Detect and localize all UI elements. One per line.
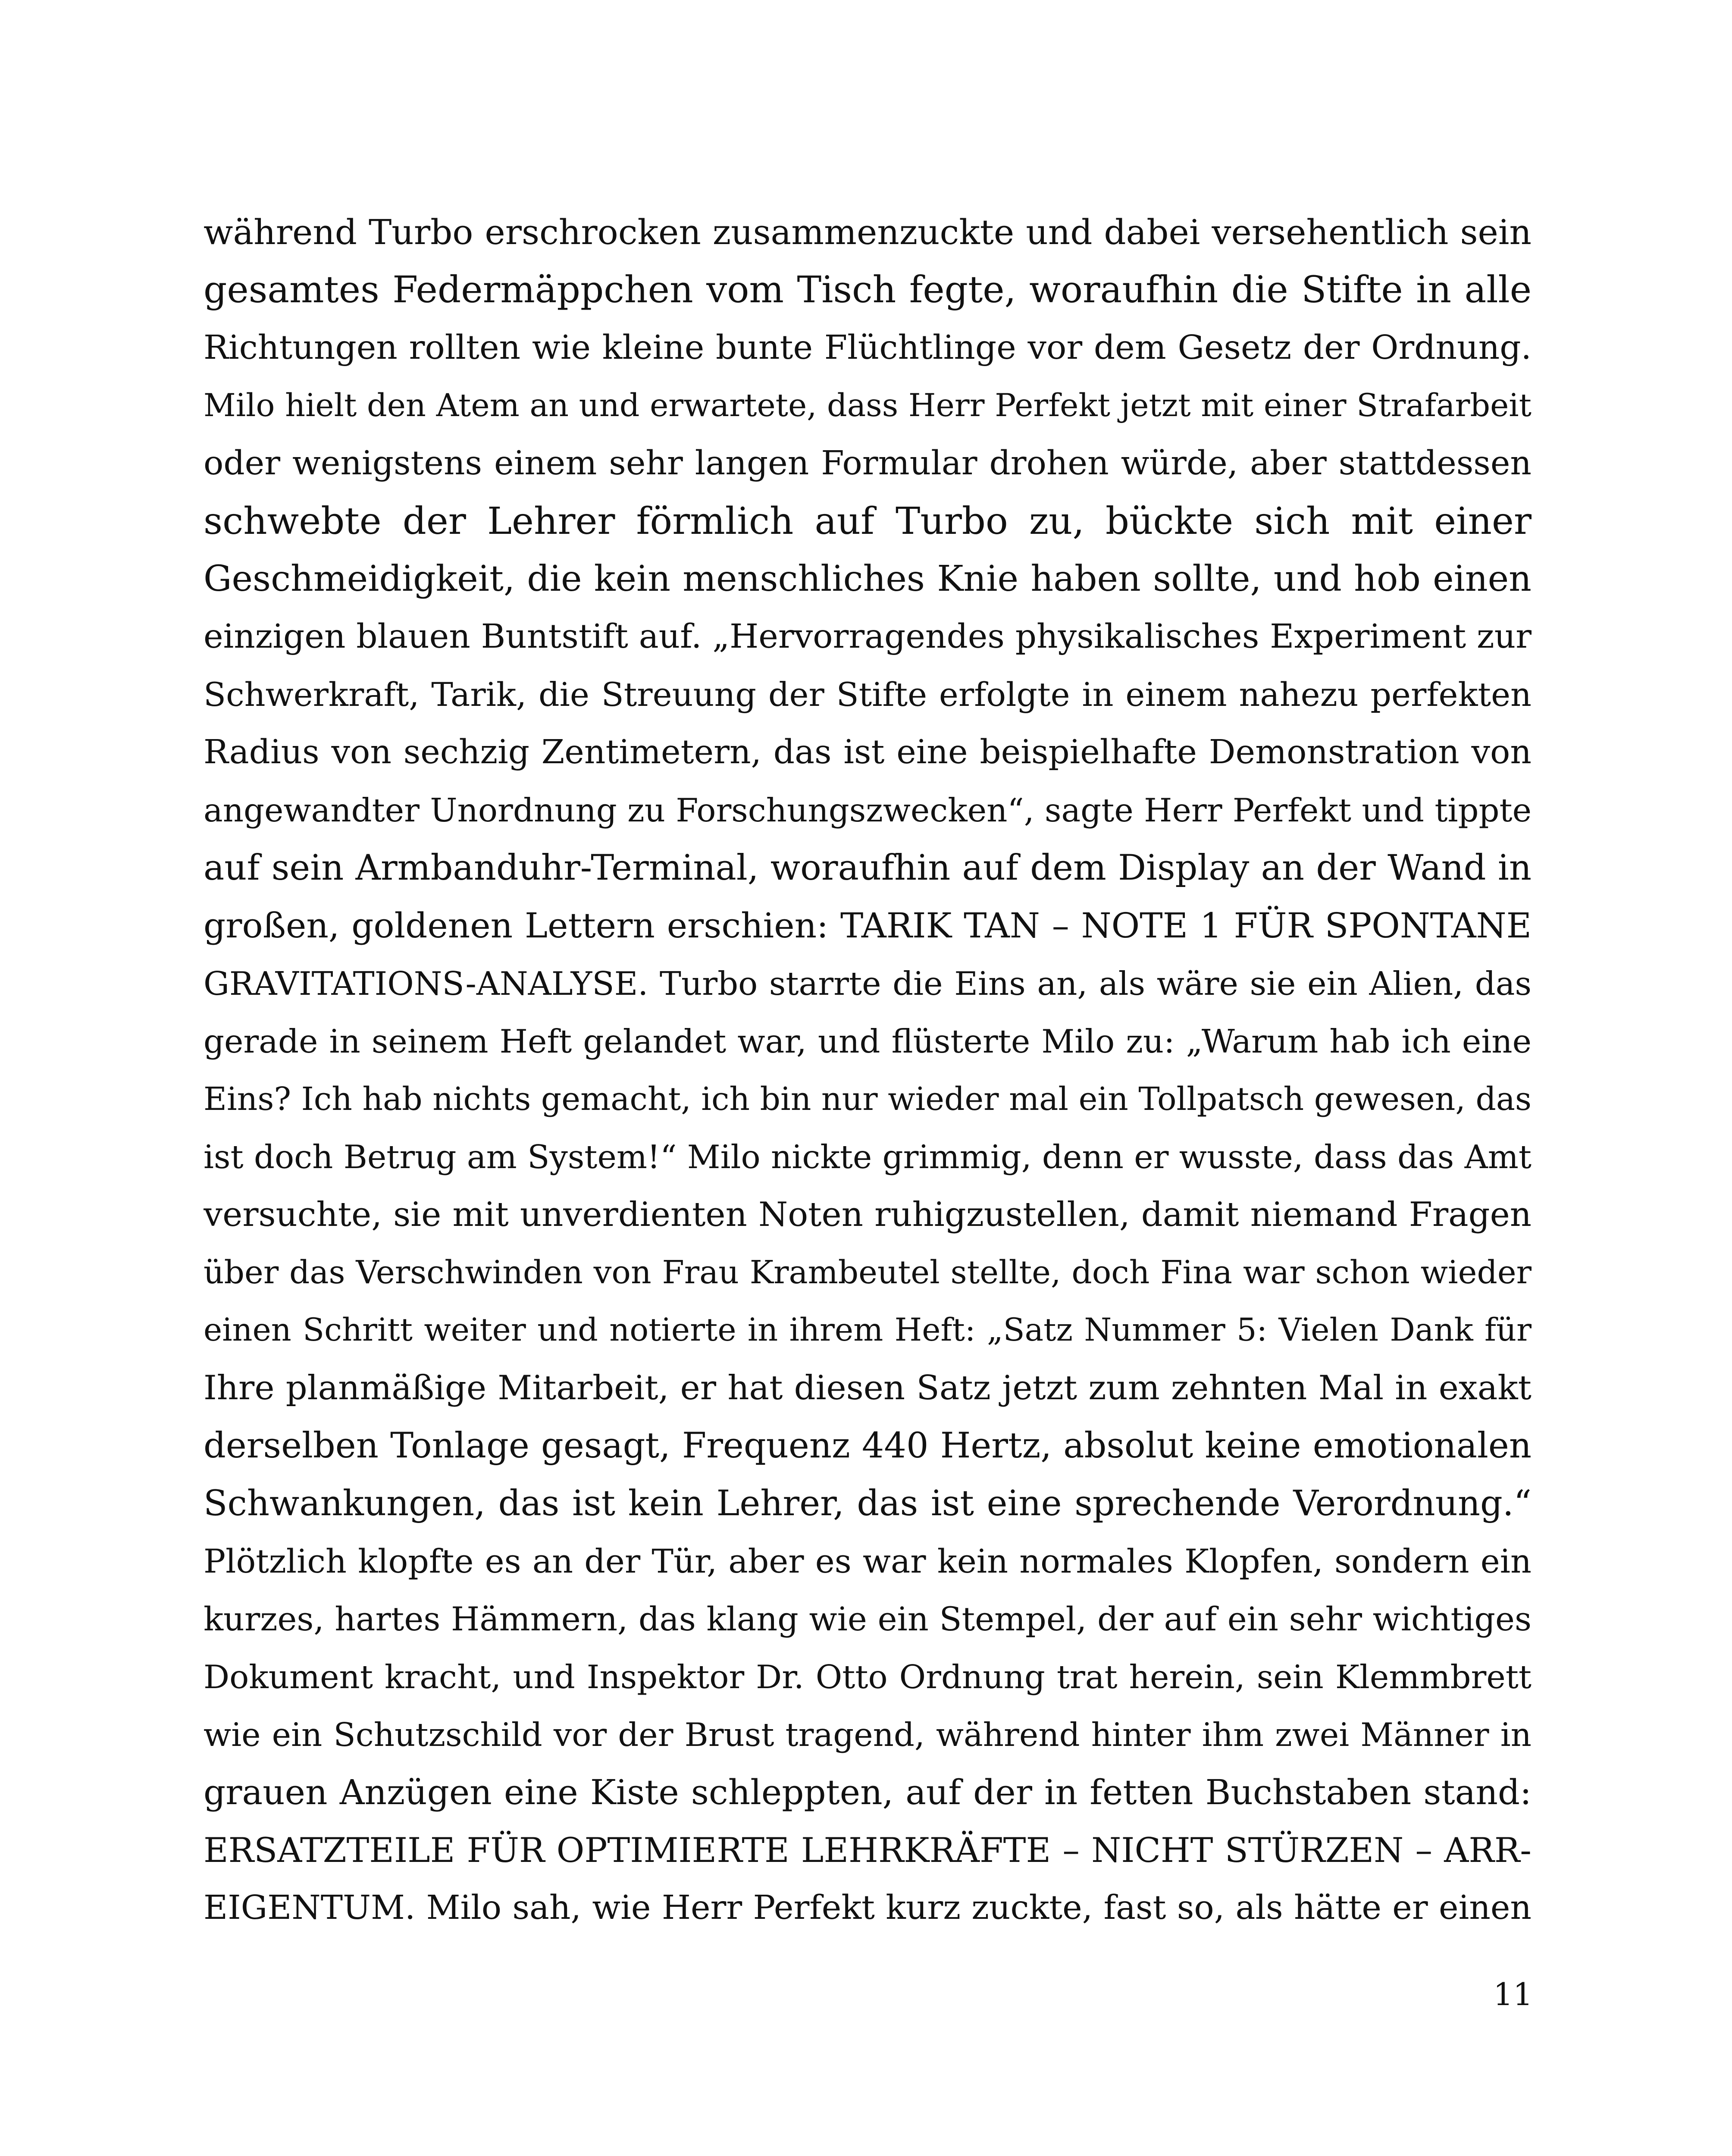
body-text — [204, 204, 1532, 1937]
text-line: schwebte der Lehrer förmlich auf Turbo zu, bückte sich mit einer — [204, 500, 1532, 543]
text-line: Radius von sechzig Zentimetern, das ist eine beispielhafte Demonstration von — [204, 733, 1532, 771]
text-line: Milo hielt den Atem an und erwartete, dass Herr Perfekt jetzt mit einer Strafarbeit — [204, 387, 1532, 424]
text-line: angewandter Unordnung zu Forschungszwecken“, sagte Herr Perfekt und tippte — [204, 791, 1532, 829]
text-line: Schwankungen, das ist kein Lehrer, das ist eine sprechende Verordnung.“ — [204, 1483, 1532, 1524]
text-line: einzigen blauen Buntstift auf. „Hervorragendes physikalisches Experiment zur — [204, 617, 1532, 656]
text-line: Dokument kracht, und Inspektor Dr. Otto Ordnung trat herein, sein Klemmbrett — [204, 1658, 1532, 1696]
text-line: auf sein Armbanduhr-Terminal, woraufhin auf dem Display an der Wand in — [204, 848, 1532, 888]
text-line: GRAVITATIONS-ANALYSE. Turbo starrte die Eins an, als wäre sie ein Alien, das — [204, 965, 1532, 1003]
text-line: kurzes, hartes Hämmern, das klang wie ein Stempel, der auf ein sehr wichtiges — [204, 1600, 1532, 1638]
text-line: gesamtes Federmäppchen vom Tisch fegte, woraufhin die Stifte in alle — [204, 269, 1532, 311]
text-line: Eins? Ich hab nichts gemacht, ich bin nur wieder mal ein Tollpatsch gewesen, das — [204, 1081, 1532, 1118]
text-line: über das Verschwinden von Frau Krambeutel stellte, doch Fina war schon wieder — [204, 1254, 1532, 1291]
text-line: versuchte, sie mit unverdienten Noten ruhigzustellen, damit niemand Fragen — [204, 1195, 1532, 1234]
text-line: großen, goldenen Lettern erschien: TARIK TAN – NOTE 1 FÜR SPONTANE — [204, 906, 1532, 946]
text-line: ERSATZTEILE FÜR OPTIMIERTE LEHRKRÄFTE – NICHT STÜRZEN – ARR- — [204, 1830, 1532, 1870]
text-line: während Turbo erschrocken zusammenzuckte und dabei versehentlich sein — [204, 212, 1532, 252]
page-number: 11 — [1493, 1976, 1533, 2012]
text-line: Richtungen rollten wie kleine bunte Flüchtlinge vor dem Gesetz der Ordnung. — [204, 329, 1532, 367]
text-line: oder wenigstens einem sehr langen Formular drohen würde, aber stattdessen — [204, 444, 1532, 483]
text-line: Geschmeidigkeit, die kein menschliches Knie haben sollte, und hob einen — [204, 558, 1532, 599]
text-line: einen Schritt weiter und notierte in ihrem Heft: „Satz Nummer 5: Vielen Dank für — [204, 1312, 1532, 1348]
text-line: Plötzlich klopfte es an der Tür, aber es war kein normales Klopfen, sondern ein — [204, 1542, 1532, 1580]
text-line: EIGENTUM. Milo sah, wie Herr Perfekt kurz zuckte, fast so, als hätte er einen — [204, 1889, 1532, 1927]
text-line: wie ein Schutzschild vor der Brust tragend, während hinter ihm zwei Männer in — [204, 1716, 1532, 1754]
text-line: Schwerkraft, Tarik, die Streuung der Stifte erfolgte in einem nahezu perfekten — [204, 675, 1532, 714]
text-line: derselben Tonlage gesagt, Frequenz 440 Hertz, absolut keine emotionalen — [204, 1426, 1532, 1466]
text-line: grauen Anzügen eine Kiste schleppten, auf der in fetten Buchstaben stand: — [204, 1772, 1532, 1812]
text-line: gerade in seinem Heft gelandet war, und flüsterte Milo zu: „Warum hab ich eine — [204, 1022, 1532, 1060]
text-line: ist doch Betrug am System!“ Milo nickte grimmig, denn er wusste, dass das Amt — [204, 1138, 1532, 1176]
text-line: Ihre planmäßige Mitarbeit, er hat diesen Satz jetzt zum zehnten Mal in exakt — [204, 1369, 1532, 1407]
